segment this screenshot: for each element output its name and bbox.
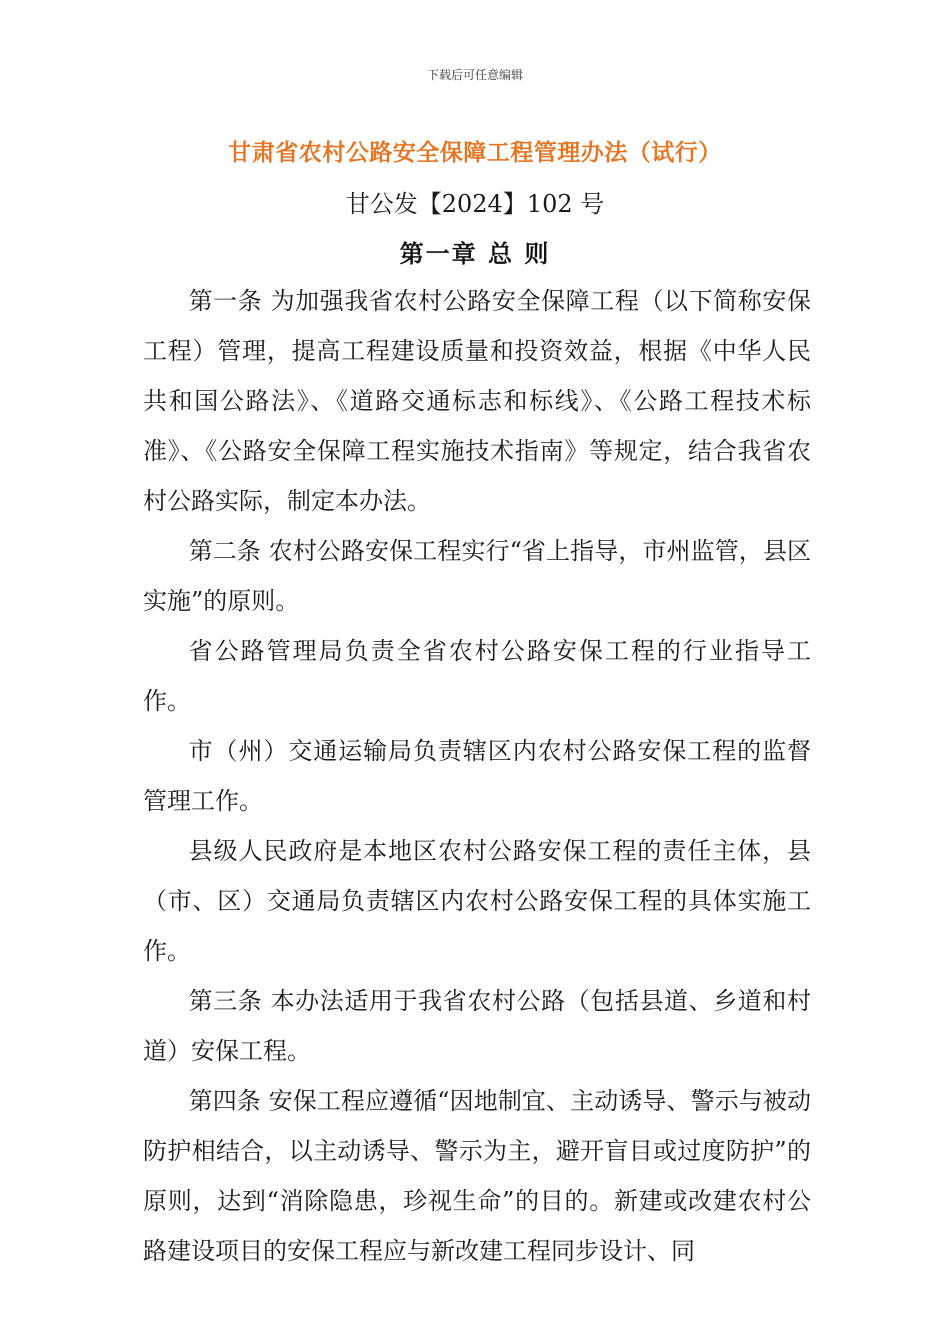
chapter-heading: 第一章 总 则 xyxy=(399,239,551,268)
paragraph-article-1: 第一条 为加强我省农村公路安全保障工程（以下简称安保工程）管理，提高工程建设质量和投资效益，根据《中华人民共和国公路法》、《道路交通标志和标线》、《公路工程技术标准》、《公路安全保障工程实施技术指南》等规定，结合我省农村公路实际，制定本办法。 xyxy=(143,287,811,515)
paragraph-article-2: 第二条 农村公路安保工程实行“省上指导，市州监管，县区实施”的原则。 xyxy=(143,537,811,615)
document-body xyxy=(143,276,811,1276)
paragraph-provincial-bureau: 省公路管理局负责全省农村公路安保工程的行业指导工作。 xyxy=(143,637,811,715)
document-number: 甘公发【2024】102 号 xyxy=(345,190,605,218)
paragraph-article-4: 第四条 安保工程应遵循“因地制宜、主动诱导、警示与被动防护相结合，以主动诱导、警示为主，避开盲目或过度防护”的原则，达到“消除隐患，珍视生命”的目的。新建或改建农村公路建设项目的安保工程应与新改建工程同步设计、同 xyxy=(143,1087,811,1265)
page-header-note: 下载后可任意编辑 xyxy=(426,68,523,82)
paragraph-city-bureau: 市（州）交通运输局负责辖区内农村公路安保工程的监督管理工作。 xyxy=(143,737,811,815)
document-title: 甘肃省农村公路安全保障工程管理办法（试行） xyxy=(228,139,722,166)
paragraph-county-government: 县级人民政府是本地区农村公路安保工程的责任主体，县（市、区）交通局负责辖区内农村公路安保工程的具体实施工作。 xyxy=(143,837,811,965)
paragraph-article-3: 第三条 本办法适用于我省农村公路（包括县道、乡道和村道）安保工程。 xyxy=(143,987,811,1065)
